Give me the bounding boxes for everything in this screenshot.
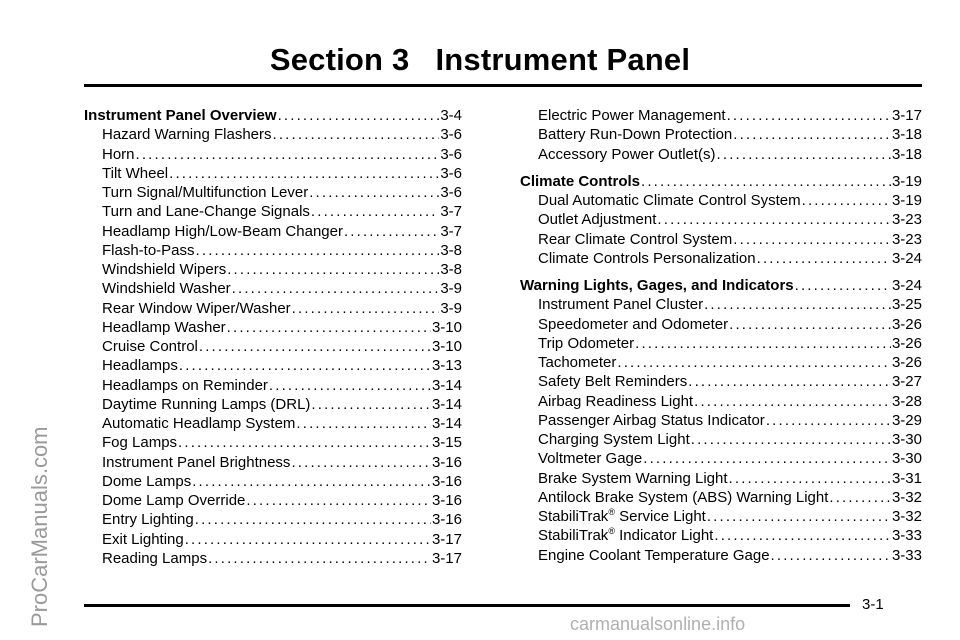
dot-leader: [179, 356, 431, 375]
toc-entry-page: 3-32: [891, 508, 922, 525]
section-title: [0, 42, 960, 78]
toc-entry-page: 3-31: [891, 469, 922, 487]
dot-leader: [829, 488, 891, 507]
toc-entry-label: Climate Controls Personalization: [538, 249, 756, 267]
toc-entry-label: Passenger Airbag Status Indicator: [538, 411, 765, 429]
toc-entry: [520, 353, 922, 372]
toc-entry-page: 3-16: [431, 492, 462, 509]
toc-entry-label: Battery Run-Down Protection: [538, 126, 733, 144]
dot-leader: [694, 392, 891, 411]
dot-leader: [296, 414, 431, 433]
toc-entry-page: 3-7: [440, 222, 462, 240]
toc-entry: [84, 376, 462, 395]
toc-entry-page: 3-6: [440, 184, 462, 201]
toc-entry-label: Trip Odometer: [538, 334, 635, 352]
toc-entry: [84, 414, 462, 433]
toc-entry-page: 3-17: [431, 549, 462, 567]
toc-entry: [84, 260, 462, 279]
toc-entry-label: Climate Controls: [520, 172, 641, 190]
dot-leader: [766, 411, 891, 430]
toc-entry-label: Warning Lights, Gages, and Indicators: [520, 277, 794, 294]
dot-leader: [246, 491, 431, 510]
toc-entry-page: 3-16: [431, 453, 462, 471]
toc-entry: [520, 106, 922, 125]
toc-entry-label: Voltmeter Gage: [538, 450, 643, 468]
toc-entry-label: Charging System Light: [538, 431, 690, 448]
toc-entry: [84, 125, 462, 144]
toc-entry: [520, 249, 922, 268]
dot-leader: [707, 507, 891, 526]
toc-entry-label: Dual Automatic Climate Control System: [538, 192, 801, 209]
toc-entry-label: Engine Coolant Temperature Gage: [538, 546, 770, 564]
toc-entry-label: Rear Window Wiper/Washer: [102, 299, 291, 317]
toc-entry-label: Headlamp Washer: [102, 318, 226, 336]
toc-entry-page: 3-19: [891, 172, 922, 190]
dot-leader: [657, 210, 891, 229]
dot-leader: [178, 433, 431, 452]
dot-leader: [795, 276, 891, 295]
toc-entry-page: 3-18: [891, 145, 922, 163]
dot-leader: [291, 453, 431, 472]
toc-entry-label: Cruise Control: [102, 338, 198, 355]
toc-entry: [84, 279, 462, 298]
toc-entry-label: Tachometer: [538, 354, 617, 371]
toc-entry-page: 3-27: [891, 373, 922, 391]
dot-leader: [278, 106, 440, 125]
dot-leader: [802, 191, 891, 210]
toc-entry-label: Airbag Readiness Light: [538, 392, 694, 410]
toc-entry-page: 3-6: [440, 145, 462, 163]
toc-entry: [520, 526, 922, 545]
toc-entry-label: Headlamps: [102, 357, 178, 375]
toc-entry-page: 3-8: [440, 261, 462, 278]
toc-entry-label: Instrument Panel Brightness: [102, 453, 291, 471]
toc-entry: [84, 530, 462, 549]
toc-entry: [520, 430, 922, 449]
toc-entry-page: 3-24: [891, 249, 922, 267]
toc-entry: [84, 183, 462, 202]
toc-entry: [84, 337, 462, 356]
toc-entry: [520, 392, 922, 411]
dot-leader: [704, 295, 891, 314]
dot-leader: [311, 202, 439, 221]
toc-entry: [84, 318, 462, 337]
toc-entry-page: 3-26: [891, 354, 922, 371]
toc-entry-page: 3-13: [431, 357, 462, 375]
toc-entry: [84, 356, 462, 375]
toc-entry: [84, 510, 462, 529]
toc-entry-page: 3-9: [440, 280, 462, 298]
toc-entry: [520, 145, 922, 164]
dot-leader: [227, 318, 431, 337]
toc-entry-page: 3-17: [431, 530, 462, 548]
toc-entry-page: 3-23: [891, 211, 922, 229]
toc-entry-page: 3-30: [891, 450, 922, 468]
dot-leader: [195, 510, 431, 529]
toc-entry-label: Entry Lighting: [102, 511, 194, 529]
section-label: Section: [269, 42, 384, 77]
dot-leader: [757, 249, 891, 268]
dot-leader: [269, 376, 431, 395]
toc-entry: [520, 546, 922, 565]
dot-leader: [688, 372, 891, 391]
toc-entry-page: 3-29: [891, 411, 922, 429]
dot-leader: [691, 430, 891, 449]
toc-entry-label: Electric Power Management: [538, 107, 726, 124]
toc-entry: [84, 395, 462, 414]
toc-entry: [520, 507, 922, 526]
dot-leader: [227, 260, 439, 279]
toc-entry-page: 3-23: [891, 230, 922, 248]
toc-entry-page: 3-16: [431, 511, 462, 529]
toc-entry-page: 3-32: [891, 488, 922, 506]
toc-entry: [520, 125, 922, 144]
toc-entry: [84, 164, 462, 183]
toc-entry-page: 3-10: [431, 318, 462, 336]
toc-entry: [84, 222, 462, 241]
toc-entry-page: 3-26: [891, 315, 922, 333]
toc-entry-page: 3-6: [440, 164, 462, 182]
toc-entry-label: Accessory Power Outlet(s): [538, 145, 716, 163]
dot-leader: [635, 334, 891, 353]
toc-entry-label: Reading Lamps: [102, 549, 208, 567]
toc-entry-page: 3-33: [891, 527, 922, 545]
toc-entry-page: 3-28: [891, 392, 922, 410]
dot-leader: [311, 395, 431, 414]
dot-leader: [733, 125, 891, 144]
toc-entry: [520, 411, 922, 430]
dot-leader: [208, 549, 431, 568]
toc-entry-label: Outlet Adjustment: [538, 211, 657, 229]
toc-entry-label: Exit Lighting: [102, 530, 184, 548]
dot-leader: [641, 172, 891, 191]
toc-entry-label: Rear Climate Control System: [538, 230, 733, 248]
dot-leader: [344, 222, 439, 241]
dot-leader: [727, 106, 891, 125]
toc-entry-page: 3-9: [440, 299, 462, 317]
toc-entry-page: 3-24: [891, 277, 922, 294]
toc-entry-page: 3-25: [891, 296, 922, 314]
toc-entry-page: 3-30: [891, 431, 922, 448]
section-heading: Instrument Panel: [435, 42, 691, 77]
toc-right-column: [520, 106, 922, 565]
toc-entry-label: Headlamps on Reminder: [102, 376, 268, 394]
toc-entry-label: Instrument Panel Overview: [84, 107, 277, 124]
toc-entry-page: 3-8: [440, 241, 462, 259]
toc-entry-label: Turn Signal/Multifunction Lever: [102, 184, 309, 201]
toc-entry-label: Antilock Brake System (ABS) Warning Light: [538, 488, 829, 506]
toc-entry: [84, 472, 462, 491]
toc-entry-label: Hazard Warning Flashers: [102, 126, 272, 144]
dot-leader: [733, 230, 891, 249]
toc-entry-label: Windshield Washer: [102, 280, 231, 298]
dot-leader: [714, 526, 891, 545]
toc-entry-label: Instrument Panel Cluster: [538, 296, 704, 314]
bottom-watermark: carmanualsonline.info: [570, 614, 746, 634]
toc-heading-entry: [520, 172, 922, 191]
toc-entry-page: 3-15: [431, 434, 462, 452]
dot-leader: [199, 337, 431, 356]
toc-entry-label: Horn: [102, 145, 135, 163]
toc-entry: [520, 469, 922, 488]
dot-leader: [717, 145, 891, 164]
toc-entry: [84, 549, 462, 568]
toc-entry: [84, 145, 462, 164]
side-watermark: ProCarManuals.com: [27, 426, 52, 627]
toc-entry-page: 3-6: [440, 126, 462, 144]
toc-entry-label: Dome Lamp Override: [102, 492, 246, 509]
toc-entry-page: 3-26: [891, 334, 922, 352]
dot-leader: [185, 530, 431, 549]
toc-entry-label: Flash-to-Pass: [102, 241, 195, 259]
dot-leader: [196, 241, 440, 260]
toc-entry-page: 3-14: [431, 395, 462, 413]
dot-leader: [136, 145, 440, 164]
toc-entry-page: 3-14: [431, 415, 462, 432]
toc-entry-label: Safety Belt Reminders: [538, 373, 688, 391]
toc-entry: [84, 433, 462, 452]
toc-entry: [84, 202, 462, 221]
toc-entry-page: 3-18: [891, 126, 922, 144]
toc-entry-page: 3-16: [431, 472, 462, 490]
toc-entry-label: Brake System Warning Light: [538, 469, 728, 487]
dot-leader: [192, 472, 431, 491]
dot-leader: [273, 125, 440, 144]
toc-heading-entry: [520, 276, 922, 295]
toc-entry: [520, 315, 922, 334]
toc-entry: [520, 230, 922, 249]
toc-entry-label: Headlamp High/Low-Beam Changer: [102, 222, 343, 240]
toc-entry-label: Daytime Running Lamps (DRL): [102, 395, 311, 413]
toc-entry-label: StabiliTrak® Service Light: [538, 507, 706, 525]
toc-entry-page: 3-4: [440, 107, 462, 124]
footer-rule: [84, 604, 850, 607]
toc-entry: [520, 210, 922, 229]
dot-leader: [309, 183, 439, 202]
dot-leader: [643, 449, 891, 468]
toc-entry: [520, 295, 922, 314]
toc-entry-label: Turn and Lane-Change Signals: [102, 203, 310, 221]
toc-entry: [84, 241, 462, 260]
section-number: 3: [392, 42, 410, 77]
dot-leader: [729, 315, 891, 334]
toc-entry-label: StabiliTrak® Indicator Light: [538, 526, 714, 545]
dot-leader: [292, 299, 440, 318]
toc-entry-page: 3-10: [431, 338, 462, 355]
toc-entry-label: Automatic Headlamp System: [102, 415, 296, 432]
dot-leader: [729, 469, 891, 488]
toc-entry-page: 3-7: [440, 203, 462, 221]
dot-leader: [232, 279, 440, 298]
toc-entry-label: Dome Lamps: [102, 472, 192, 490]
toc-entry: [520, 449, 922, 468]
toc-entry-label: Fog Lamps: [102, 434, 178, 452]
toc-entry-page: 3-17: [891, 107, 922, 124]
toc-entry-label: Speedometer and Odometer: [538, 315, 729, 333]
toc-entry: [520, 488, 922, 507]
toc-entry-label: Tilt Wheel: [102, 164, 169, 182]
page-number: 3-1: [862, 596, 884, 613]
toc-entry: [520, 372, 922, 391]
toc-entry: [84, 491, 462, 510]
toc-entry-label: Windshield Wipers: [102, 261, 227, 278]
dot-leader: [169, 164, 439, 183]
toc-entry-page: 3-33: [891, 546, 922, 564]
title-rule: [84, 84, 922, 87]
toc-entry: [520, 334, 922, 353]
toc-entry: [84, 453, 462, 472]
dot-leader: [617, 353, 891, 372]
toc-entry: [84, 299, 462, 318]
toc-entry-page: 3-19: [891, 192, 922, 209]
toc-entry-page: 3-14: [431, 376, 462, 394]
toc-left-column: [84, 106, 462, 568]
toc-heading-entry: [84, 106, 462, 125]
dot-leader: [771, 546, 891, 565]
toc-entry: [520, 191, 922, 210]
